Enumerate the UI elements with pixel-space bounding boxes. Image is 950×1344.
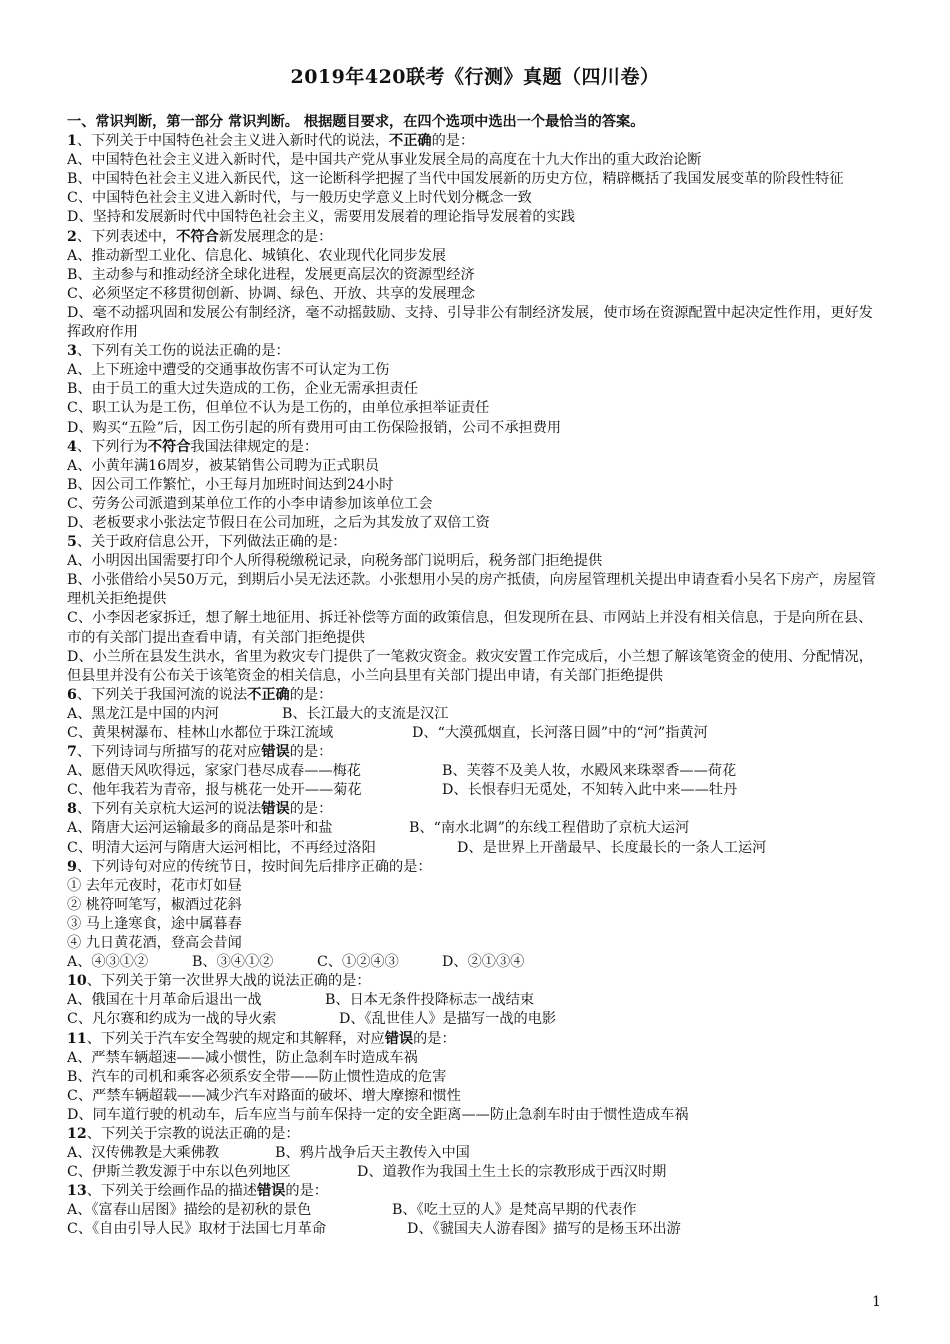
- option-b: B、主动参与和推动经济全球化进程，发展更高层次的资源型经济: [67, 266, 475, 283]
- option-row: [67, 705, 885, 724]
- question-text: 、下列关于第一次世界大战的说法正确的是：: [86, 973, 371, 990]
- option-a: A、小黄年满16周岁，被某销售公司聘为正式职员: [67, 457, 380, 474]
- option-row: [67, 839, 885, 858]
- question-1-stem: [67, 132, 885, 151]
- page-number: 1: [872, 1294, 881, 1310]
- question-number: 13: [67, 1183, 87, 1200]
- document-title: 2019年420联考《行测》真题（四川卷）: [290, 66, 660, 88]
- option-d: D、老板要求小张法定节假日在公司加班，之后为其发放了双倍工资: [67, 514, 490, 531]
- option-a: A、俄国在十月革命后退出一战: [67, 992, 262, 1009]
- option-a: A、《富春山居图》描绘的是初秋的景色: [67, 1202, 312, 1219]
- option-c: C、明清大运河与隋唐大运河相比，不再经过洛阳: [67, 839, 376, 856]
- option-b: B、“南水北调”的东线工程借助了京杭大运河: [409, 820, 690, 837]
- option-row: [67, 1220, 885, 1239]
- question-text: 、下列表述中，: [76, 228, 177, 245]
- option-d: D、《乱世佳人》是描写一战的电影: [339, 1011, 557, 1028]
- question-9-stem: [67, 858, 885, 877]
- option-c: C、劳务公司派遣到某单位工作的小李申请参加该单位工会: [67, 495, 433, 512]
- option-row: [67, 724, 885, 743]
- emphasis-text: 错误: [261, 744, 290, 761]
- poem-item-2: ② 桃符呵笔写，椒酒过花斜: [67, 896, 242, 913]
- option-c: C、严禁车辆超载——减少汽车对路面的破坏、增大摩擦和惯性: [67, 1087, 461, 1104]
- question-11-stem: [67, 1030, 885, 1049]
- emphasis-text: 不符合: [147, 438, 191, 455]
- emphasis-text: 不正确: [247, 686, 290, 703]
- question-10-stem: [67, 972, 885, 991]
- question-number: 12: [67, 1125, 87, 1142]
- option-b: B、中国特色社会主义进入新民代，这一论断科学把握了当代中国发展新的历史方位，精辟概括了我国发展变革的阶段性特征: [67, 171, 844, 188]
- section-heading: 一、常识判断，第一部分 常识判断。 根据题目要求，在四个选项中选出一个最恰当的答案。: [67, 114, 645, 130]
- question-text: 我国法律规定的是：: [190, 438, 319, 455]
- option-b: B、由于员工的重大过失造成的工伤，企业无需承担责任: [67, 381, 418, 398]
- option-b: B、汽车的司机和乘客必须系安全带——防止惯性造成的危害: [67, 1068, 447, 1085]
- question-text: 新发展理念的是：: [218, 228, 333, 245]
- option-c: C、他年我若为青帝，报与桃花一处开——菊花: [67, 782, 362, 799]
- option-a: A、上下班途中遭受的交通事故伤害不可认定为工伤: [67, 362, 390, 379]
- option-row: [67, 819, 885, 838]
- question-number: 4: [67, 438, 77, 455]
- question-number: 10: [67, 973, 87, 990]
- option-b: B、长江最大的支流是汉江: [282, 705, 449, 722]
- option-d: D、道教作为我国土生土长的宗教形成于西汉时期: [357, 1164, 667, 1181]
- question-number: 2: [67, 228, 77, 245]
- option-row: [67, 1163, 885, 1182]
- emphasis-text: 不正确: [389, 133, 432, 150]
- question-text: 、下列有关京杭大运河的说法: [76, 801, 262, 818]
- option-d: D、长恨春归无觅处，不知转入此中来——牡丹: [442, 782, 738, 799]
- question-text: 的是：: [431, 133, 475, 150]
- option-a: A、④③①②: [67, 954, 149, 971]
- option-row: [67, 1201, 885, 1220]
- option-row: [67, 991, 885, 1010]
- question-5-stem: [67, 533, 885, 552]
- emphasis-text: 不符合: [176, 228, 219, 245]
- question-text: 的是：: [289, 744, 333, 761]
- question-number: 5: [67, 534, 77, 551]
- poem-item-3: ③ 马上逢寒食，途中属暮春: [67, 915, 242, 932]
- question-number: 8: [67, 801, 77, 818]
- question-number: 1: [67, 133, 77, 150]
- option-c: C、伊斯兰教发源于中东以色列地区: [67, 1164, 291, 1181]
- option-b: B、③④①②: [192, 954, 274, 971]
- question-4-stem: [67, 438, 885, 457]
- option-row: [67, 1010, 885, 1029]
- question-12-stem: [67, 1125, 885, 1144]
- question-text: 、下列行为: [76, 438, 148, 455]
- question-text: 、下列诗词与所描写的花对应: [76, 744, 262, 761]
- emphasis-text: 错误: [261, 801, 290, 818]
- option-d: D、是世界上开凿最早、长度最长的一条人工运河: [457, 839, 767, 856]
- question-text: 的是：: [289, 801, 333, 818]
- option-c: C、①②④③: [317, 954, 399, 971]
- option-b: B、因公司工作繁忙，小王每月加班时间达到24小时: [67, 476, 394, 493]
- question-text: 、下列关于我国河流的说法: [76, 686, 248, 703]
- question-text: 、下列关于宗教的说法正确的是：: [86, 1125, 300, 1142]
- option-c: C、黄果树瀑布、桂林山水都位于珠江流域: [67, 725, 334, 741]
- option-row: [67, 953, 885, 972]
- option-d: D、同车道行驶的机动车，后车应当与前车保持一定的安全距离——防止急刹车时由于惯性造成车祸: [67, 1106, 689, 1123]
- option-row: [67, 762, 885, 781]
- option-c: C、凡尔赛和约成为一战的导火索: [67, 1011, 277, 1028]
- option-a: A、严禁车辆超速——减小惯性，防止急刹车时造成车祸: [67, 1049, 418, 1066]
- question-7-stem: [67, 743, 885, 762]
- option-d: D、购买“五险”后，因工伤引起的所有费用可由工伤保险报销，公司不承担费用: [67, 419, 562, 436]
- question-8-stem: [67, 800, 885, 819]
- option-c: C、中国特色社会主义进入新时代，与一般历史学意义上时代划分概念一致: [67, 190, 532, 207]
- question-number: 11: [67, 1030, 87, 1047]
- poem-item-1: ① 去年元夜时，花市灯如昼: [67, 877, 242, 894]
- option-b: B、日本无条件投降标志一战结束: [325, 992, 535, 1009]
- option-a: A、隋唐大运河运输最多的商品是茶叶和盐: [67, 820, 333, 837]
- option-a: A、小明因出国需要打印个人所得税缴税记录，向税务部门说明后，税务部门拒绝提供: [67, 553, 603, 570]
- option-row: [67, 781, 885, 800]
- option-c: C、小李因老家拆迁，想了解土地征用、拆迁补偿等方面的政策信息，但发现所在县、市网站上并没有相关信息，于是向所在县、市的有关部门提出查看申请，有关部门拒绝提供: [67, 610, 873, 646]
- emphasis-text: 错误: [384, 1030, 414, 1047]
- option-b: B、鸦片战争后天主教传入中国: [275, 1145, 470, 1162]
- option-d: D、②①③④: [442, 954, 525, 971]
- question-text: 、关于政府信息公开，下列做法正确的是：: [76, 534, 347, 551]
- question-text: 、下列有关工伤的说法正确的是：: [76, 343, 290, 360]
- question-text: 、下列关于绘画作品的描述: [86, 1183, 258, 1200]
- question-number: 3: [67, 343, 77, 360]
- option-d: D、《虢国夫人游春图》描写的是杨玉环出游: [407, 1221, 681, 1238]
- option-c: C、职工认为是工伤，但单位不认为是工伤的，由单位承担举证责任: [67, 400, 490, 417]
- question-13-stem: [67, 1182, 885, 1201]
- question-number: 6: [67, 686, 77, 703]
- option-a: A、黑龙江是中国的内河: [67, 705, 220, 722]
- option-a: A、愿借天风吹得远，家家门巷尽成春——梅花: [67, 763, 361, 780]
- question-6-stem: [67, 686, 885, 705]
- question-number: 7: [67, 744, 77, 761]
- option-d: D、毫不动摇巩固和发展公有制经济，毫不动摇鼓励、支持、引导非公有制经济发展，使市场在资源配置中起决定性作用，更好发挥政府作用: [67, 304, 873, 341]
- question-text: 、下列诗句对应的传统节日，按时间先后排序正确的是：: [76, 858, 432, 875]
- option-row: [67, 1144, 885, 1163]
- option-d: D、“大漠孤烟直，长河落日圆”中的“河”指黄河: [412, 725, 708, 741]
- question-3-stem: [67, 342, 885, 361]
- question-number: 9: [67, 858, 77, 875]
- option-b: B、《吃土豆的人》是梵高早期的代表作: [392, 1202, 637, 1219]
- option-a: A、汉传佛教是大乘佛教: [67, 1145, 220, 1162]
- option-c: C、《自由引导人民》取材于法国七月革命: [67, 1221, 327, 1238]
- option-b: B、芙蓉不及美人妆，水殿风来珠翠香——荷花: [442, 763, 737, 780]
- option-b: B、小张借给小吴50万元，到期后小吴无法还款。小张想用小吴的房产抵债，向房屋管理机关提出申请查看小吴名下房产，房屋管理机关拒绝提供: [67, 572, 876, 608]
- question-text: 的是：: [285, 1183, 328, 1200]
- option-c: C、必须坚定不移贯彻创新、协调、绿色、开放、共享的发展理念: [67, 285, 476, 302]
- option-d: D、坚持和发展新时代中国特色社会主义，需要用发展着的理论指导发展着的实践: [67, 209, 575, 226]
- emphasis-text: 错误: [257, 1183, 286, 1200]
- question-text: 、下列关于中国特色社会主义进入新时代的说法，: [76, 133, 390, 150]
- option-d: D、小兰所在县发生洪水，省里为救灾专门提供了一笔救灾资金。救灾安置工作完成后，小兰想了解该笔资金的使用、分配情况，但县里并没有公布关于该笔资金的相关信息，小兰向县里有关部门提出申请，有关部门拒绝提供: [67, 648, 873, 684]
- question-text: 、下列关于汽车安全驾驶的规定和其解释，对应: [86, 1030, 385, 1047]
- question-text: 的是：: [413, 1030, 456, 1047]
- question-2-stem: [67, 228, 885, 247]
- poem-item-4: ④ 九日黄花酒，登高会昔闻: [67, 935, 242, 952]
- option-a: A、中国特色社会主义进入新时代，是中国共产党从事业发展全局的高度在十九大作出的重大政治论断: [67, 152, 702, 169]
- question-text: 的是：: [289, 686, 333, 703]
- option-a: A、推动新型工业化、信息化、城镇化、农业现代化同步发展: [67, 247, 447, 264]
- question-list: [67, 113, 885, 1240]
